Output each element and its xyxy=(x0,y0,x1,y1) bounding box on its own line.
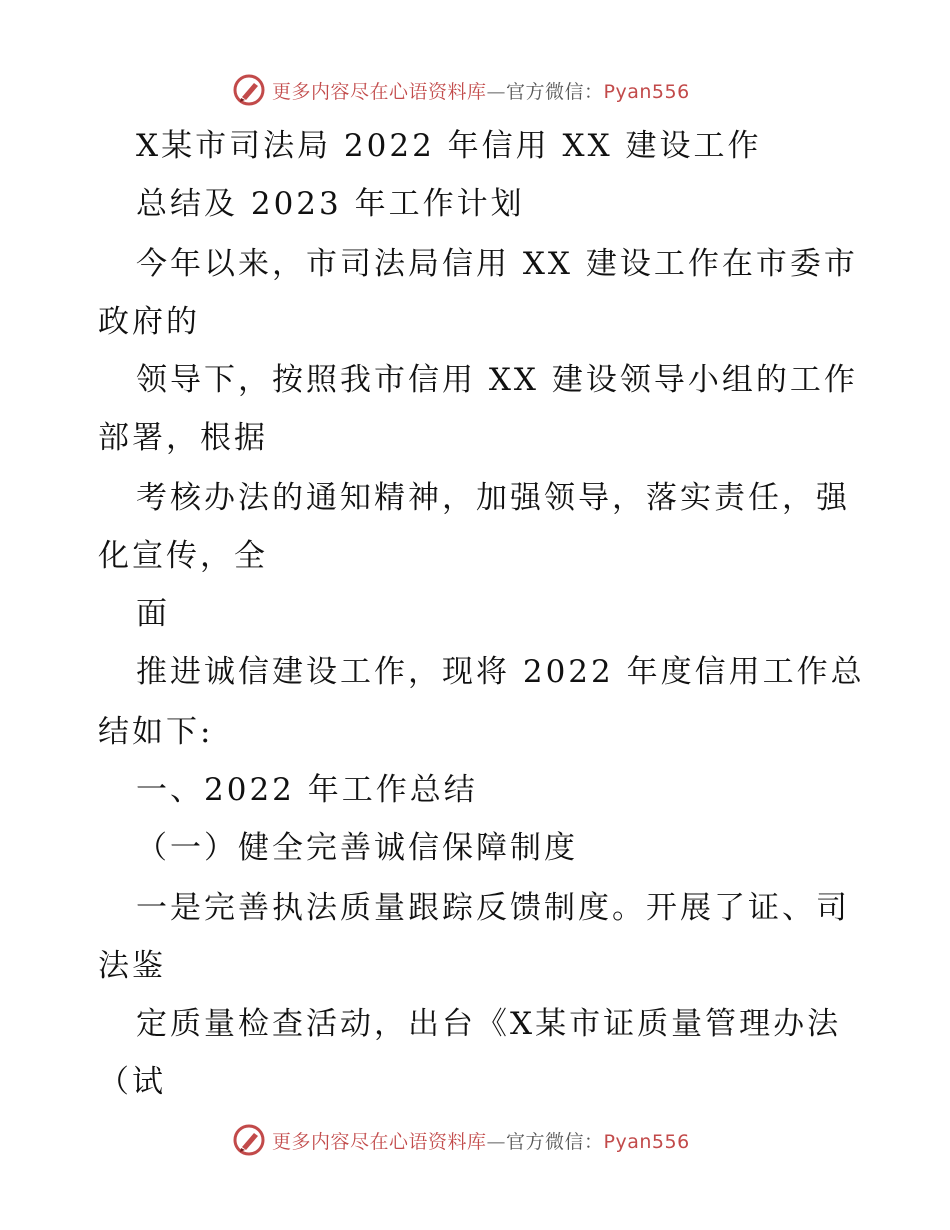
footer-watermark xyxy=(232,1120,752,1160)
doc-title-line-1: X某市司法局 2022 年信用 XX 建设工作 xyxy=(136,128,762,164)
doc-title-line-2: 总结及 2023 年工作计划 xyxy=(136,186,525,222)
body-line: 领导下，按照我市信用 XX 建设领导小组的工作 xyxy=(136,362,858,398)
body-line: 法鉴 xyxy=(98,948,166,984)
section-heading: 一、2022 年工作总结 xyxy=(136,772,478,808)
footer-watermark-text: 更多内容尽在心语资料库—官方微信：Pyan556 xyxy=(272,1130,690,1153)
brand-logo-icon xyxy=(232,1123,266,1157)
header-watermark-text: 更多内容尽在心语资料库—官方微信：Pyan556 xyxy=(272,80,690,103)
body-line: 化宣传，全 xyxy=(98,538,268,574)
body-line: 结如下: xyxy=(98,714,214,750)
body-line: 今年以来，市司法局信用 XX 建设工作在市委市 xyxy=(136,246,858,282)
body-line: 一是完善执法质量跟踪反馈制度。开展了证、司 xyxy=(136,890,850,926)
body-line: 面 xyxy=(136,596,170,632)
body-line: （试 xyxy=(98,1064,166,1100)
header-watermark xyxy=(232,70,752,110)
brand-logo-icon xyxy=(232,73,266,107)
body-line: 部署，根据 xyxy=(98,420,268,456)
body-line: 考核办法的通知精神，加强领导，落实责任，强 xyxy=(136,480,850,516)
body-line: 定质量检查活动，出台《X某市证质量管理办法 xyxy=(136,1006,842,1042)
body-line: 推进诚信建设工作，现将 2022 年度信用工作总 xyxy=(136,654,865,690)
body-line: 政府的 xyxy=(98,304,200,340)
subsection-heading: （一）健全完善诚信保障制度 xyxy=(136,830,578,866)
